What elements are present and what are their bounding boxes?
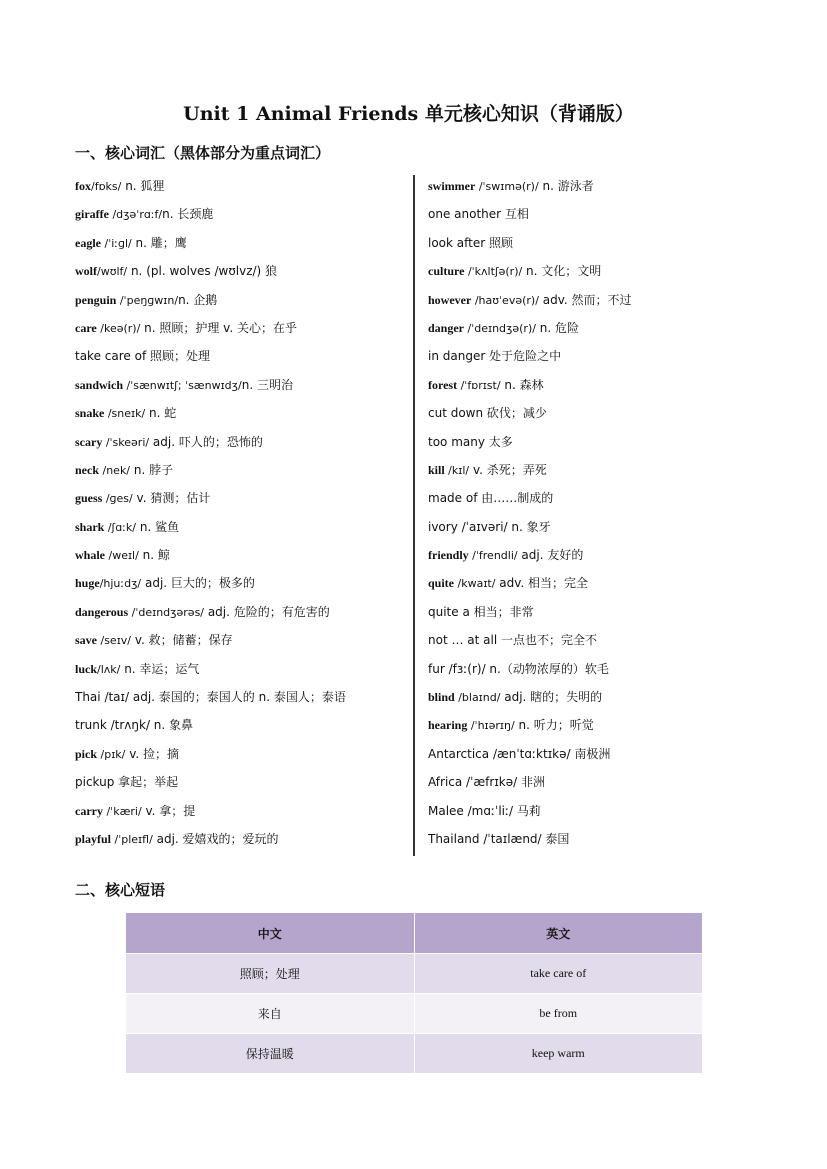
vocab-word: dangerous: [75, 604, 129, 619]
vocab-entry: [428, 428, 758, 456]
vocab-meaning: adj. 巨大的；极多的: [141, 576, 255, 591]
vocab-phonetic: /ɡes/: [102, 492, 133, 506]
vocab-word: wolf: [75, 264, 97, 279]
vocab-word: guess: [75, 491, 103, 506]
vocab-word: swimmer: [428, 179, 476, 193]
vocab-meaning: adv. 然而；不过: [538, 292, 632, 307]
vocab-meaning: n. 鲨鱼: [136, 519, 180, 534]
vocab-entry: [428, 342, 758, 370]
vocab-word: quite a 相当；非常: [428, 604, 534, 619]
vocab-meaning: n. 森林: [500, 377, 544, 392]
vocab-word: friendly: [428, 548, 469, 563]
vocab-entry: [428, 655, 758, 683]
vocab-word: shark: [75, 519, 105, 534]
vocab-entry: [428, 399, 758, 427]
vocab-phonetic: /wʊlf/: [97, 265, 128, 279]
vocab-entry: [428, 257, 758, 285]
vocab-meaning: v. 捡；摘: [125, 746, 179, 761]
vocab-entry: [75, 286, 410, 314]
vocab-phonetic: /fɒks/: [91, 180, 122, 193]
vocab-phonetic: /ˈkʌltʃə(r)/: [464, 265, 523, 279]
vocab-meaning: n. 听力；听觉: [514, 718, 594, 733]
vocab-word: trunk /trʌŋk/ n. 象鼻: [75, 718, 194, 733]
vocab-word: care: [75, 320, 97, 335]
vocab-word: sandwich: [75, 377, 124, 392]
vocab-word: carry: [75, 803, 103, 818]
header-chinese: 中文: [126, 913, 415, 954]
vocab-entry: [428, 513, 758, 541]
vocab-entry: [428, 200, 758, 228]
vocab-word: Antarctica /ænˈtɑːktɪkə/ 南极洲: [428, 746, 611, 761]
vocab-phonetic: /lʌk/: [97, 662, 121, 676]
vocab-word: fur /fɜː(r)/ n.（动物浓厚的）软毛: [428, 661, 609, 676]
vocab-meaning: n. 企鹅: [178, 292, 218, 307]
vocab-entry: [428, 626, 758, 654]
vocab-phonetic: /seɪv/: [97, 634, 132, 648]
vocab-word: pick: [75, 746, 98, 761]
phrase-chinese: 保持温暖: [126, 1034, 415, 1074]
vocab-entry: [75, 342, 410, 370]
vocab-phonetic: /ˈsænwɪtʃ; ˈsænwɪdʒ/: [123, 378, 242, 392]
vocab-word: take care of 照顾；处理: [75, 349, 210, 364]
vocab-entry: [75, 797, 410, 825]
vocab-entry: [428, 683, 758, 711]
vocab-meaning: n. 狐狸: [121, 179, 165, 193]
vocab-phonetic: /ˈiːɡl/: [101, 236, 132, 250]
vocab-meaning: adj. 吓人的；恐怖的: [149, 434, 263, 449]
vocab-entry: [428, 286, 758, 314]
vocab-entry: [428, 314, 758, 342]
vocab-word: Thai /taɪ/ adj. 泰国的；泰国人的 n. 泰国人；泰语: [75, 690, 346, 705]
vocab-word: cut down 砍伐；减少: [428, 406, 547, 421]
vocab-entry: [75, 569, 410, 597]
table-row: [126, 1034, 703, 1074]
vocab-word: whale: [75, 548, 105, 563]
phrase-english: take care of: [414, 954, 703, 994]
vocab-entry: [428, 768, 758, 796]
vocab-word: Malee /mɑːˈliː/ 马莉: [428, 803, 541, 818]
vocab-word: eagle: [75, 235, 101, 250]
vocab-meaning: n. 幸运；运气: [120, 661, 200, 676]
phrase-english: keep warm: [414, 1034, 703, 1074]
vocab-entry: [428, 229, 758, 257]
vocab-entry: [428, 541, 758, 569]
vocab-meaning: n. 文化；文明: [522, 264, 602, 279]
vocab-word: danger: [428, 320, 464, 335]
vocab-word: one another 互相: [428, 207, 529, 222]
vocab-entry: [428, 598, 758, 626]
vocab-word: however: [428, 292, 472, 307]
vocab-entry: [75, 229, 410, 257]
vocab-entry: [75, 740, 410, 768]
vocab-entry: [428, 825, 758, 853]
vocab-entry: [428, 456, 758, 484]
vocab-meaning: v. 拿；提: [141, 803, 196, 818]
vocab-phonetic: /ˈskeəri/: [102, 435, 150, 449]
vocab-word: not … at all 一点也不；完全不: [428, 633, 597, 648]
vocab-phonetic: /dʒəˈrɑːf/: [108, 208, 163, 222]
vocab-word: scary: [75, 434, 103, 449]
vocab-word: forest: [428, 377, 458, 392]
vocab-entry: [75, 655, 410, 683]
vocab-phonetic: /ˈhɪərɪŋ/: [467, 719, 515, 733]
vocab-entry: [75, 683, 410, 711]
vocab-word: in danger 处于危险之中: [428, 349, 562, 364]
vocab-entry: [428, 172, 758, 200]
vocab-entry: [75, 825, 410, 853]
vocab-word: penguin: [75, 292, 117, 307]
vocab-word: giraffe: [75, 207, 109, 222]
vocab-entry: [428, 740, 758, 768]
vocab-entry: [75, 257, 410, 285]
vocab-word: Thailand /ˈtaɪlænd/ 泰国: [428, 831, 570, 846]
vocab-entry: [75, 513, 410, 541]
table-row: [126, 954, 703, 994]
vocab-phonetic: /haʊˈevə(r)/: [471, 293, 539, 307]
vocab-entry: [428, 711, 758, 739]
vocab-entry: [75, 598, 410, 626]
vocab-word: Africa /ˈæfrɪkə/ 非洲: [428, 775, 545, 790]
vocab-meaning: adj. 瞎的；失明的: [500, 690, 603, 705]
vocab-entry: [428, 371, 758, 399]
vocab-word: luck: [75, 661, 98, 676]
vocab-phonetic: /blaɪnd/: [454, 691, 501, 705]
vocab-entry: [75, 541, 410, 569]
vocab-meaning: v. 猜测；估计: [132, 491, 211, 506]
vocab-meaning: n. 三明治: [241, 377, 293, 392]
vocab-word: too many 太多: [428, 434, 513, 449]
vocab-phonetic: /ˈswɪmə(r)/: [475, 180, 539, 193]
vocab-entry: [75, 484, 410, 512]
vocab-entry: [75, 314, 410, 342]
vocab-word: save: [75, 633, 97, 648]
vocab-phonetic: /kwaɪt/: [454, 577, 496, 591]
vocab-meaning: n. 雕；鹰: [131, 235, 187, 250]
vocab-phonetic: /hjuːdʒ/: [99, 577, 142, 591]
vocab-phonetic: /ʃɑːk/: [104, 520, 137, 534]
vocab-entry: [75, 456, 410, 484]
vocab-entry: [75, 711, 410, 739]
vocab-meaning: adv. 相当；完全: [495, 576, 589, 591]
vocab-phonetic: /kɪl/: [444, 463, 470, 477]
vocab-column-right: [428, 172, 758, 853]
vocab-word: fox: [75, 179, 91, 193]
vocab-phonetic: /sneɪk/: [104, 407, 146, 421]
vocab-meaning: n. 蛇: [145, 406, 177, 421]
vocab-phonetic: /ˈdeɪndʒərəs/: [128, 605, 205, 619]
vocab-meaning: n. 脖子: [130, 462, 174, 477]
vocab-word: hearing: [428, 718, 468, 733]
vocab-phonetic: /keə(r)/: [96, 321, 141, 335]
vocab-entry: [428, 797, 758, 825]
vocab-entry: [75, 200, 410, 228]
vocab-phonetic: /weɪl/: [105, 549, 139, 563]
vocab-phonetic: /ˈkæri/: [102, 804, 142, 818]
vocab-word: playful: [75, 831, 112, 846]
vocab-phonetic: /ˈfrendli/: [468, 549, 518, 563]
vocab-word: snake: [75, 406, 105, 421]
vocab-phonetic: /ˈpeŋɡwɪn/: [116, 293, 179, 307]
vocab-entry: [75, 428, 410, 456]
phrase-table: [125, 912, 703, 1074]
page-title: Unit 1 Animal Friends 单元核心知识（背诵版）: [183, 103, 634, 125]
vocab-word: culture: [428, 264, 465, 279]
column-divider: [413, 175, 415, 856]
vocab-meaning: adj. 爱嬉戏的；爱玩的: [152, 831, 279, 846]
vocab-meaning: adj. 友好的: [517, 548, 584, 563]
vocab-word: kill: [428, 462, 445, 477]
vocab-word: pickup 拿起；举起: [75, 775, 179, 790]
phrase-section-heading: 二、核心短语: [75, 881, 166, 899]
header-english: 英文: [414, 913, 703, 954]
vocab-word: look after 照顾: [428, 235, 513, 250]
vocab-phonetic: /pɪk/: [97, 747, 126, 761]
vocab-meaning: n. 游泳者: [538, 179, 594, 193]
phrase-english: be from: [414, 994, 703, 1034]
phrase-chinese: 来自: [126, 994, 415, 1034]
vocab-word: ivory /ˈaɪvəri/ n. 象牙: [428, 519, 551, 534]
vocab-meaning: n. 危险: [535, 320, 580, 335]
vocab-entry: [428, 484, 758, 512]
vocab-entry: [75, 768, 410, 796]
vocab-meaning: n. 鲸: [138, 548, 170, 563]
vocab-word: neck: [75, 462, 99, 477]
vocab-entry: [75, 626, 410, 654]
vocab-word: blind: [428, 690, 455, 705]
phrase-chinese: 照顾；处理: [126, 954, 415, 994]
vocab-entry: [75, 399, 410, 427]
vocab-meaning: adj. 危险的；有危害的: [204, 604, 330, 619]
vocab-word: made of 由……制成的: [428, 491, 554, 506]
vocab-entry: [75, 371, 410, 399]
vocab-section-heading: 一、核心词汇（黑体部分为重点词汇）: [75, 144, 331, 162]
vocab-meaning: n. 长颈鹿: [162, 207, 214, 222]
table-row: [126, 994, 703, 1034]
vocab-phonetic: /nek/: [99, 463, 131, 477]
vocab-column-left: [75, 172, 410, 853]
vocab-phonetic: /ˈpleɪfl/: [111, 832, 153, 846]
vocab-entry: [428, 569, 758, 597]
vocab-entry: [75, 172, 410, 200]
vocab-meaning: v. 杀死；弄死: [469, 462, 547, 477]
vocab-word: huge: [75, 576, 100, 591]
vocab-phonetic: /ˈdeɪndʒə(r)/: [464, 321, 536, 335]
vocab-meaning: n. 照顾；护理 v. 关心；在乎: [140, 320, 297, 335]
vocab-phonetic: /ˈfɒrɪst/: [457, 378, 501, 392]
phrase-table-header-row: [126, 913, 703, 954]
vocab-meaning: n. (pl. wolves /wʊlvz/) 狼: [127, 264, 278, 279]
vocab-word: quite: [428, 576, 455, 591]
vocab-meaning: v. 救；储蓄；保存: [131, 633, 233, 648]
